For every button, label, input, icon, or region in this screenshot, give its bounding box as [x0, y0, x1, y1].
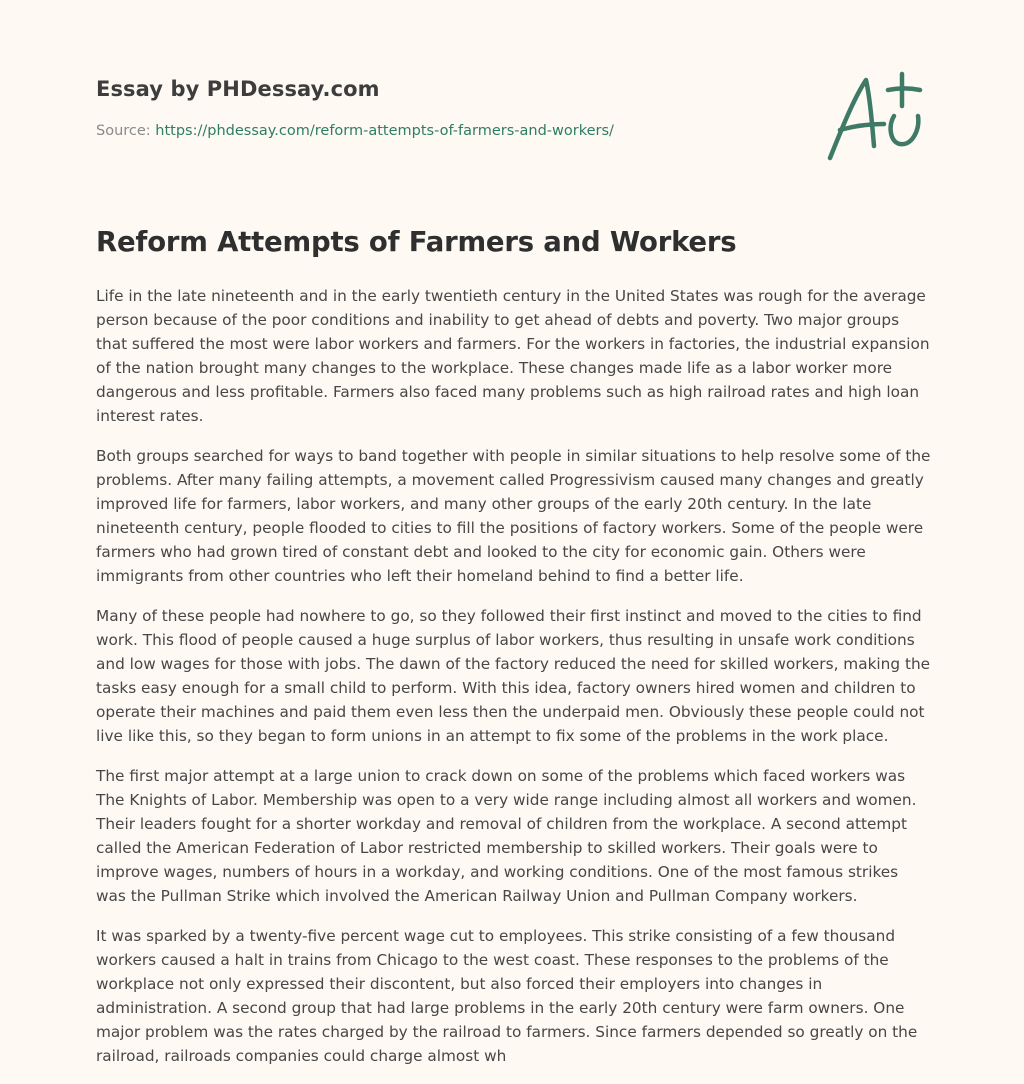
- essay-title: Reform Attempts of Farmers and Workers: [96, 226, 737, 258]
- essay-paragraph: Life in the late nineteenth and in the early twentieth century in the United States was rough for the average person because of the poor conditions and inability to get ahead of debts and poverty. Two major groups that suffered the most were labor workers and farmers. For the workers in factories, the industrial expansion of the nation brought many changes to the workplace. These changes made life as a labor worker more dangerous and less profitable. Farmers also faced many problems such as high railroad rates and high loan interest rates.: [96, 287, 930, 425]
- site-title: Essay by PHDessay.com: [96, 77, 380, 101]
- essay-paragraph: Both groups searched for ways to band together with people in similar situations to help resolve some of the problems. After many failing attempts, a movement called Progressivism caused many changes and greatly improved life for farmers, labor workers, and many other groups of the early 20th century. In the late nineteenth century, people flooded to cities to fill the positions of factory workers. Some of the people were farmers who had grown tired of constant debt and looked to the city for economic gain. Others were immigrants from other countries who left their homeland behind to find a better life.: [96, 447, 931, 585]
- source-label: Source:: [96, 123, 156, 139]
- essay-paragraph: The first major attempt at a large union to crack down on some of the problems which faced workers was The Knights of Labor. Membership was open to a very wide range including almost all workers and women. Their leaders fought for a shorter workday and removal of children from the workplace. A second attempt called the American Federation of Labor restricted membership to skilled workers. Their goals were to improve wages, numbers of hours in a workday, and working conditions. One of the most famous strikes was the Pullman Strike which involved the American Railway Union and Pullman Company workers.: [96, 767, 917, 905]
- essay-body: [96, 284, 932, 1084]
- essay-paragraph: Many of these people had nowhere to go, so they followed their first instinct and moved to the cities to find work. This flood of people caused a huge surplus of labor workers, thus resulting in unsafe work conditions and low wages for those with jobs. The dawn of the factory reduced the need for skilled workers, making the tasks easy enough for a small child to perform. With this idea, factory owners hired women and children to operate their machines and paid them even less then the underpaid men. Obviously these people could not live like this, so they began to form unions in an attempt to fix some of the problems in the work place.: [96, 607, 931, 745]
- source-line: [96, 123, 614, 139]
- essay-paragraph: It was sparked by a twenty-five percent wage cut to employees. This strike consisting of a few thousand workers caused a halt in trains from Chicago to the west coast. These responses to the problems of the workplace not only expressed their discontent, but also forced their employers into changes in administration. A second group that had large problems in the early 20th century were farm owners. One major problem was the rates charged by the railroad to farmers. Since farmers depended so greatly on the railroad, railroads companies could charge almost wh: [96, 927, 918, 1065]
- source-link[interactable]: https://phdessay.com/reform-attempts-of-farmers-and-workers/: [155, 123, 614, 139]
- a-plus-grade-icon: [822, 68, 932, 164]
